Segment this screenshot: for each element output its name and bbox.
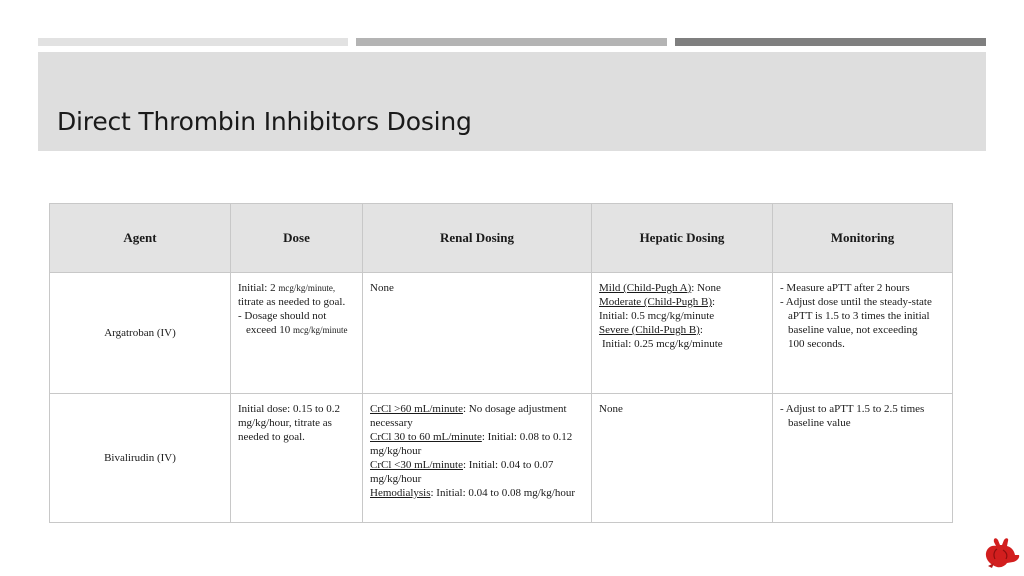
hepatic-colon: :	[699, 324, 703, 336]
table-header-row	[50, 204, 953, 273]
red-anatomical-heart-icon	[984, 536, 1022, 570]
renal-value: : Initial: 0.04 to 0.07 mg/kg/hour	[370, 459, 554, 485]
renal-label-crcl-gt60: CrCl >60 mL/minute	[370, 403, 463, 415]
dose-text: titrate as needed to goal.	[238, 296, 346, 308]
renal-value: : Initial: 0.04 to 0.08 mg/kg/hour	[430, 487, 576, 499]
hepatic-label-moderate: Moderate (Child-Pugh B)	[599, 296, 713, 308]
renal-dosing-cell: None	[363, 273, 592, 394]
heart-logo-svg	[984, 536, 1022, 570]
top-bar-light	[38, 38, 348, 46]
hepatic-dosing-cell: None	[592, 394, 773, 523]
header-agent: Agent	[50, 204, 231, 273]
header-renal-dosing: Renal Dosing	[363, 204, 592, 273]
top-bar-dark	[675, 38, 986, 46]
title-band	[38, 52, 986, 151]
slide-title: Direct Thrombin Inhibitors Dosing	[57, 107, 472, 136]
monitoring-cell	[773, 394, 953, 523]
monitoring-text: - Measure aPTT after 2 hours	[780, 282, 910, 294]
dose-cell: Initial dose: 0.15 to 0.2 mg/kg/hour, titrate as needed to goal.	[231, 394, 363, 523]
monitoring-text: aPTT is 1.5 to 3 times the initial	[788, 310, 930, 322]
table-row-argatroban	[50, 273, 953, 394]
header-dose: Dose	[231, 204, 363, 273]
renal-label-crcl-30-60: CrCl 30 to 60 mL/minute	[370, 431, 482, 443]
dose-text: - Dosage should not	[238, 310, 327, 322]
agent-cell: Argatroban (IV)	[50, 273, 231, 394]
hepatic-value: : None	[691, 282, 721, 294]
agent-cell: Bivalirudin (IV)	[50, 394, 231, 523]
hepatic-colon: :	[712, 296, 716, 308]
hepatic-value: Initial: 0.5 mcg/kg/minute	[599, 310, 715, 322]
renal-label-crcl-lt30: CrCl <30 mL/minute	[370, 459, 463, 471]
dose-text: exceed 10	[246, 324, 294, 336]
header-hepatic-dosing: Hepatic Dosing	[592, 204, 773, 273]
renal-value: : No dosage adjustment necessary	[370, 403, 567, 429]
renal-label-hemodialysis: Hemodialysis	[370, 487, 431, 499]
hepatic-value: Initial: 0.25 mcg/kg/minute	[602, 338, 723, 350]
monitoring-text: - Adjust dose until the steady-state	[780, 296, 932, 308]
renal-dosing-cell	[363, 394, 592, 523]
monitoring-cell	[773, 273, 953, 394]
hepatic-dosing-cell	[592, 273, 773, 394]
monitoring-text: baseline value, not exceeding	[788, 324, 918, 336]
dose-unit: mcg/kg/minute,	[278, 283, 336, 293]
header-monitoring: Monitoring	[773, 204, 953, 273]
dose-cell	[231, 273, 363, 394]
top-bar-medium	[356, 38, 667, 46]
hepatic-label-severe: Severe (Child-Pugh B)	[599, 324, 700, 336]
decorative-top-bars	[38, 38, 986, 46]
dose-text: Initial: 2	[238, 282, 279, 294]
monitoring-text: - Adjust to aPTT 1.5 to 2.5 times	[780, 403, 925, 415]
table-row-bivalirudin	[50, 394, 953, 523]
renal-value: : Initial: 0.08 to 0.12 mg/kg/hour	[370, 431, 573, 457]
dose-unit: mcg/kg/minute	[293, 325, 348, 335]
monitoring-text: baseline value	[788, 417, 851, 429]
dosing-table	[49, 203, 953, 523]
monitoring-text: 100 seconds.	[788, 338, 845, 350]
hepatic-label-mild: Mild (Child-Pugh A)	[599, 282, 692, 294]
